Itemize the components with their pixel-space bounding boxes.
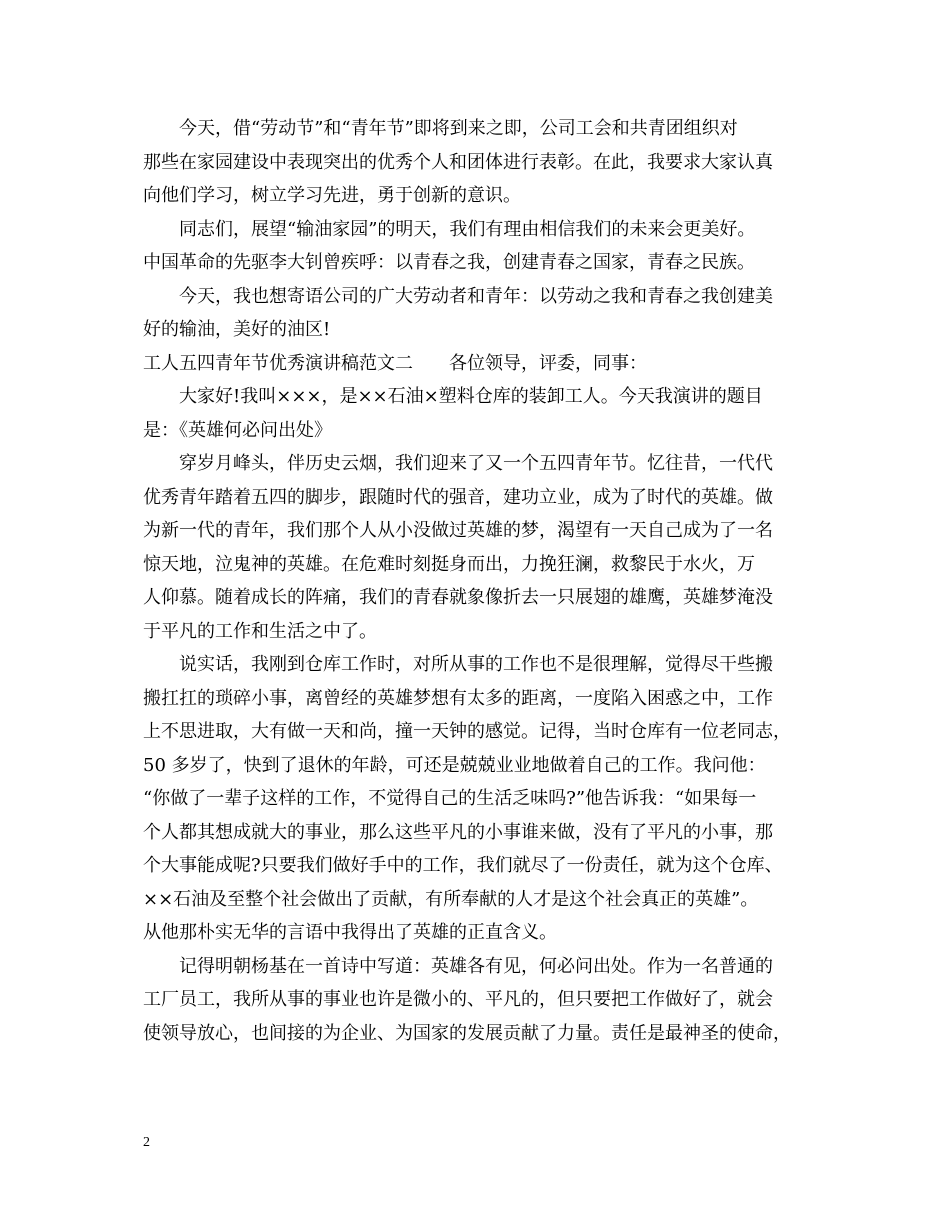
text-line: 记得明朝杨基在一首诗中写道：英雄各有见，何必问出处。作为一名普通的 bbox=[179, 955, 773, 977]
text-line: 工厂员工，我所从事的事业也许是微小的、平凡的，但只要把工作做好了，就会 bbox=[143, 989, 773, 1010]
body-text bbox=[143, 112, 827, 1050]
text-line: 使领导放心，也间接的为企业、为国家的发展贡献了力量。责任是最神圣的使命， bbox=[143, 1022, 791, 1044]
text-line: 工人五四青年节优秀演讲稿范文二 各位领导，评委，同事： bbox=[143, 352, 647, 374]
text-line: 穿岁月峰头，伴历史云烟，我们迎来了又一个五四青年节。忆往昔，一代代 bbox=[179, 453, 773, 474]
page-number: 2 bbox=[143, 1135, 150, 1150]
text-line: 惊天地，泣鬼神的英雄。在危难时刻挺身而出，力挽狂澜，救黎民于水火，万 bbox=[143, 553, 755, 575]
text-line: 中国革命的先驱李大钊曾疾呼：以青春之我，创建青春之国家，青春之民族。 bbox=[143, 252, 755, 273]
text-line: “你做了一辈子这样的工作，不觉得自己的生活乏味吗?”他告诉我：“如果每一 bbox=[143, 788, 757, 809]
text-line: 50 多岁了，快到了退休的年龄，可还是兢兢业业地做着自己的工作。我问他： bbox=[143, 754, 766, 776]
text-line: 大家好!我叫×××，是××石油×塑料仓库的装卸工人。今天我演讲的题目 bbox=[179, 386, 763, 407]
text-line: 那些在家园建设中表现突出的优秀个人和团体进行表彰。在此，我要求大家认真 bbox=[143, 151, 773, 173]
text-line: 从他那朴实无华的言语中我得出了英雄的正直含义。 bbox=[143, 922, 557, 943]
text-line: ××石油及至整个社会做出了贡献，有所奉献的人才是这个社会真正的英雄”。 bbox=[143, 888, 759, 910]
text-line: 今天，我也想寄语公司的广大劳动者和青年：以劳动之我和青春之我创建美 bbox=[179, 285, 773, 307]
text-line: 于平凡的工作和生活之中了。 bbox=[143, 620, 377, 642]
text-line: 人仰慕。随着成长的阵痛，我们的青春就象像折去一只展翅的雄鹰，英雄梦淹没 bbox=[143, 587, 773, 608]
text-line: 优秀青年踏着五四的脚步，跟随时代的强音，建功立业，成为了时代的英雄。做 bbox=[143, 486, 773, 508]
text-line: 向他们学习，树立学习先进，勇于创新的意识。 bbox=[143, 185, 521, 206]
text-line: 同志们，展望“输油家园”的明天，我们有理由相信我们的未来会更美好。 bbox=[179, 218, 756, 240]
text-line: 个人都其想成就大的事业，那么这些平凡的小事谁来做，没有了平凡的小事，那 bbox=[143, 821, 773, 843]
text-line: 搬扛扛的琐碎小事，离曾经的英雄梦想有太多的距离，一度陷入困惑之中，工作 bbox=[143, 687, 773, 709]
text-line: 好的输油，美好的油区! bbox=[143, 319, 331, 340]
text-line: 为新一代的青年，我们那个人从小没做过英雄的梦，渴望有一天自己成为了一名 bbox=[143, 520, 773, 541]
text-line: 是：《英雄何必问出处》 bbox=[143, 419, 332, 441]
text-line: 今天，借“劳动节”和“青年节”即将到来之即，公司工会和共青团组织对 bbox=[179, 118, 738, 139]
text-line: 说实话，我刚到仓库工作时，对所从事的工作也不是很理解，觉得尽干些搬 bbox=[179, 654, 773, 675]
text-line: 上不思进取，大有做一天和尚，撞一天钟的感觉。记得，当时仓库有一位老同志， bbox=[143, 721, 791, 742]
text-line: 个大事能成呢?只要我们做好手中的工作，我们就尽了一份责任，就为这个仓库、 bbox=[143, 855, 783, 876]
